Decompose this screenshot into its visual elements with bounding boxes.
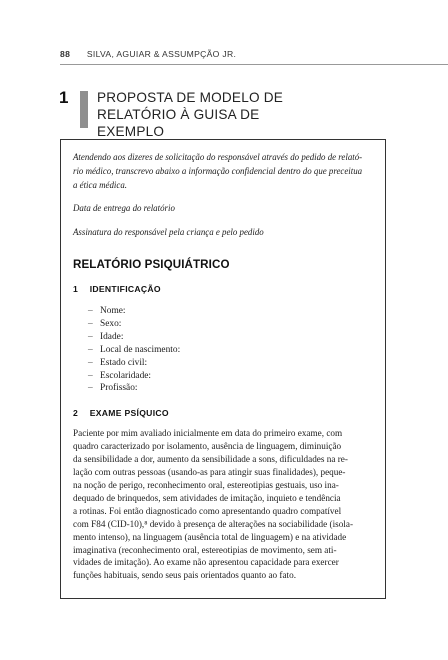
dash-marker: – [88,370,93,381]
exam-paragraph [73,427,373,582]
exam-line: com F84 (CID-10),⁸ devido à presença de alterações na sociabilidade (isola- [73,518,353,529]
section-title: EXAME PSÍQUICO [89,408,169,419]
intro-line: a ética médica. [73,180,127,190]
section-heading-psychic-exam [73,408,373,418]
report-title: RELATÓRIO PSIQUIÁTRICO [73,258,230,271]
field-item [88,382,373,395]
field-label: Idade: [100,331,124,342]
field-item [88,357,373,370]
exam-line: funções habituais, sendo seus pais orientados quanto ao fato. [73,570,296,581]
field-label: Sexo: [100,318,122,329]
exam-line: lação com outras pessoas (usando-as para atingir suas finalidades), peque- [73,467,346,478]
running-header [60,49,236,59]
field-label: Local de nascimento: [100,344,181,355]
exam-line: vidades de imitação). Ao exame não apresentou capacidade para exercer [73,557,339,568]
chapter-bar [80,91,88,128]
report-template-box [60,139,386,599]
chapter-number: 1 [59,88,69,107]
dash-marker: – [88,331,93,342]
intro-line: rio médico, transcrevo abaixo a informação confidencial dentro do que preceitua [73,166,363,176]
field-item [88,331,373,344]
field-label: Escolaridade: [100,370,152,381]
header-rule [60,64,448,65]
report-template-content [73,150,373,582]
dash-marker: – [88,306,93,316]
section-title: IDENTIFICAÇÃO [89,284,161,294]
exam-line: Paciente por mim avaliado inicialmente em data do primeiro exame, com [73,428,343,439]
chapter-title-line: PROPOSTA DE MODELO DE [97,90,283,105]
page-number: 88 [60,49,71,59]
field-label: Nome: [100,306,126,316]
chapter-title [97,89,317,140]
exam-line: quadro caracterizado por isolamento, ausência de linguagem, diminuição [73,441,342,452]
exam-line: da sensibilidade a dor, aumento da sensibilidade a sons, dificuldades na re- [73,454,348,465]
intro-line: Atendendo aos dizeres de solicitação do responsável através do pedido de relató- [73,152,363,162]
field-label: Profissão: [100,383,138,394]
field-item [88,344,373,357]
dash-marker: – [88,383,93,394]
field-item [88,370,373,383]
exam-line: a rotinas. Foi então diagnosticado como apresentando quadro compatível [73,505,342,516]
field-label: Estado civil: [100,357,148,368]
intro-paragraph [73,150,373,192]
field-item [88,318,373,331]
exam-line: mento intenso), na linguagem (ausência total de linguagem) e na atividade [73,531,347,542]
signature-line: Assinatura do responsável pela criança e pelo pedido [73,227,264,237]
dash-marker: – [88,318,93,329]
identification-fields [88,305,373,395]
dash-marker: – [88,344,93,355]
exam-line: na noção de perigo, reconhecimento oral, estereotipias gestuais, uso ina- [73,479,339,490]
section-heading-identification [73,284,373,294]
chapter-title-line: RELATÓRIO À GUISA DE EXEMPLO [97,107,260,139]
dash-marker: – [88,357,93,368]
delivery-date-line: Data de entrega do relatório [73,203,175,213]
running-title: SILVA, AGUIAR & ASSUMPÇÃO JR. [86,49,237,59]
section-number: 1 [73,284,79,294]
section-number: 2 [73,408,79,419]
exam-line: imaginativa (reconhecimento oral, estereotipias de movimento, sem ati- [73,544,337,555]
exam-line: dequado de brinquedos, sem atividades de imitação, inquieto e tendência [73,492,341,503]
field-item [88,305,373,318]
